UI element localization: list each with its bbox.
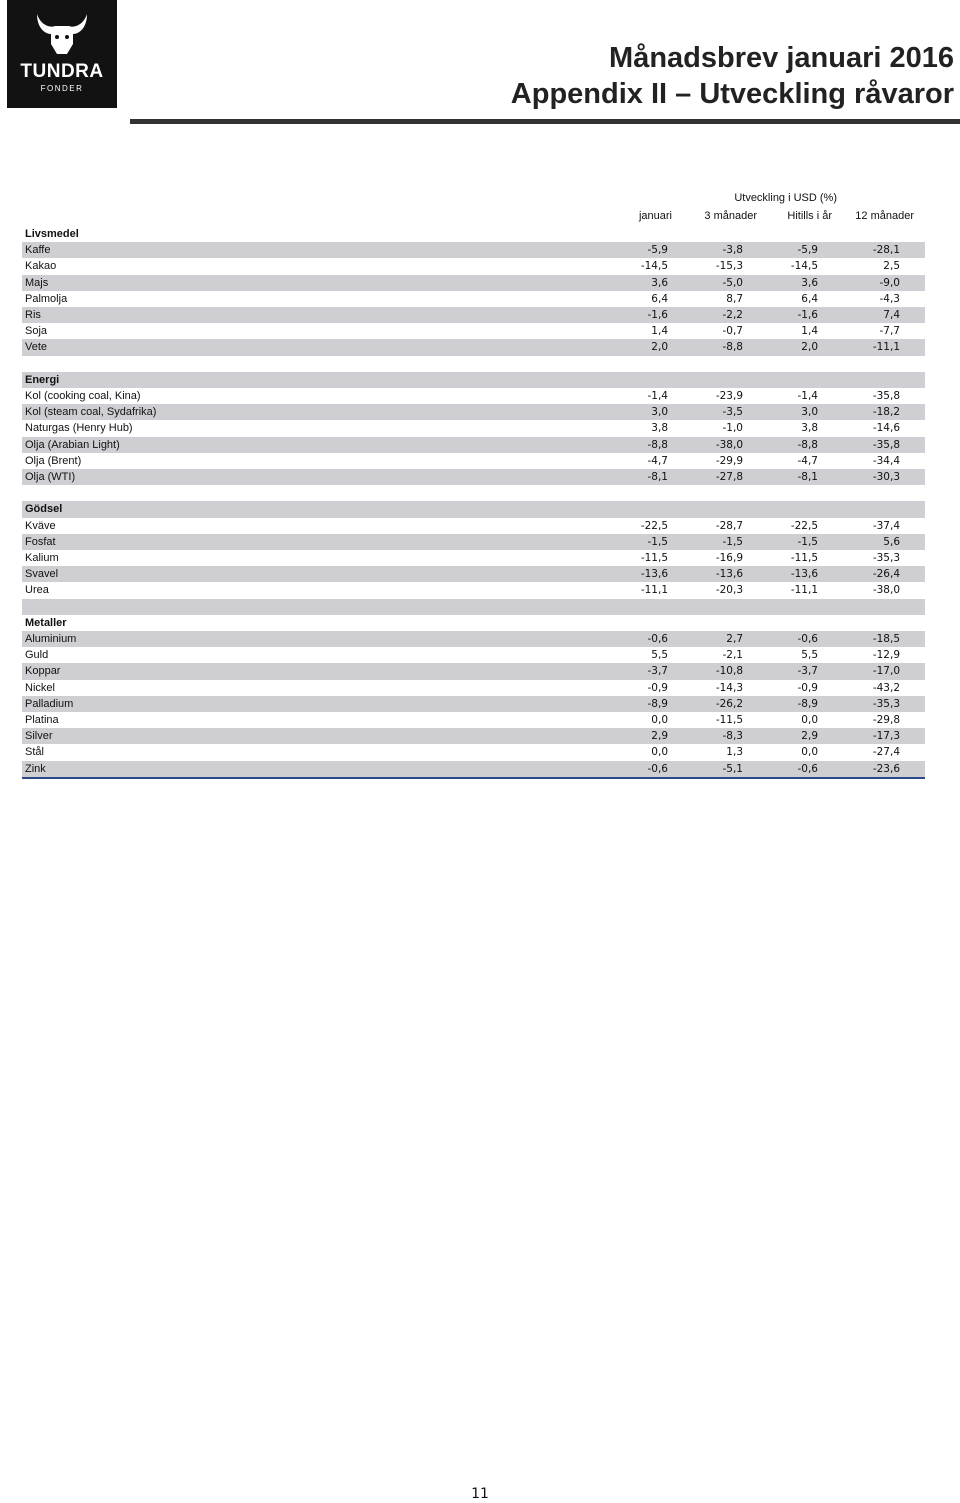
- cell-value: -11,1: [640, 584, 668, 597]
- table-row: [22, 258, 925, 274]
- cell-value: 3,8: [651, 422, 668, 435]
- table-row: [22, 404, 925, 420]
- cell-value: -11,1: [790, 584, 818, 597]
- cell-value: -5,1: [722, 762, 743, 775]
- table-row: [22, 469, 925, 485]
- row-label: Vete: [25, 341, 48, 354]
- row-label: Svavel: [25, 568, 59, 581]
- cell-value: -23,9: [715, 390, 743, 402]
- cell-value: -37,4: [872, 519, 900, 532]
- cell-value: -27,8: [715, 471, 743, 483]
- cell-value: 3,0: [801, 406, 818, 419]
- cell-value: 1,3: [726, 746, 743, 759]
- table-row: [22, 453, 925, 469]
- row-label: Zink: [25, 762, 46, 775]
- cell-value: 2,9: [801, 730, 818, 743]
- table-row: [22, 291, 925, 307]
- cell-value: -4,7: [647, 454, 668, 467]
- section-header-row: [22, 226, 925, 242]
- cell-value: -22,5: [640, 519, 668, 532]
- row-label: Palmolja: [25, 292, 68, 305]
- cell-value: -0,9: [797, 681, 818, 694]
- cell-value: -4,3: [879, 292, 900, 305]
- tundra-logo: [7, 0, 117, 108]
- table-row: [22, 566, 925, 582]
- cell-value: 1,4: [801, 325, 818, 338]
- cell-value: -12,9: [872, 649, 900, 662]
- cell-value: -35,3: [872, 697, 900, 710]
- table-row: [22, 323, 925, 339]
- cell-value: 5,5: [801, 649, 818, 662]
- cell-value: -8,9: [647, 697, 668, 710]
- table-row: [22, 647, 925, 663]
- cell-value: -3,8: [722, 244, 743, 257]
- table-row: [22, 437, 925, 453]
- column-header-hitills-i-ar: Hitills i år: [787, 210, 832, 222]
- row-label: Guld: [25, 649, 49, 662]
- cell-value: -3,7: [647, 665, 668, 678]
- cell-value: 3,0: [651, 406, 668, 419]
- table-group-title: Utveckling i USD (%): [734, 192, 837, 204]
- cell-value: -17,3: [872, 730, 900, 743]
- column-header-3-manader: 3 månader: [704, 210, 757, 222]
- cell-value: -34,4: [872, 454, 900, 467]
- cell-value: -11,1: [872, 341, 900, 354]
- cell-value: -11,5: [790, 552, 818, 564]
- cell-value: 6,4: [801, 292, 818, 305]
- cell-value: -35,8: [872, 390, 900, 402]
- spacer-row: [22, 356, 925, 372]
- cell-value: -18,5: [872, 633, 900, 645]
- table-bottom-rule: [22, 777, 925, 779]
- cell-value: 0,0: [651, 714, 668, 726]
- table-row: [22, 663, 925, 679]
- cell-value: -8,1: [797, 471, 818, 483]
- cell-value: -14,3: [715, 681, 743, 694]
- cell-value: -28,7: [715, 519, 743, 532]
- row-label: Olja (Brent): [25, 454, 82, 467]
- table-row: [22, 728, 925, 744]
- table-row: [22, 761, 925, 777]
- row-label: Aluminium: [25, 633, 77, 645]
- cell-value: -0,6: [797, 762, 818, 775]
- cell-value: -22,5: [790, 519, 818, 532]
- cell-value: 1,4: [651, 325, 668, 338]
- row-label: Nickel: [25, 681, 55, 694]
- cell-value: -10,8: [715, 665, 743, 678]
- cell-value: -8,9: [797, 697, 818, 710]
- cell-value: -23,6: [872, 762, 900, 775]
- cell-value: -1,6: [647, 309, 668, 321]
- table-row: [22, 712, 925, 728]
- row-label: Kakao: [25, 260, 57, 273]
- cell-value: -5,0: [722, 276, 743, 289]
- cell-value: -26,2: [715, 697, 743, 710]
- table-row: [22, 388, 925, 404]
- row-label: Olja (WTI): [25, 471, 76, 483]
- cell-value: -1,4: [797, 390, 818, 402]
- cell-value: -35,8: [872, 438, 900, 451]
- table-row: [22, 307, 925, 323]
- cell-value: 2,0: [801, 341, 818, 354]
- cell-value: -17,0: [872, 665, 900, 678]
- cell-value: -35,3: [872, 552, 900, 564]
- row-label: Ris: [25, 309, 41, 321]
- row-label: Kalium: [25, 552, 59, 564]
- section-label: Energi: [25, 373, 60, 386]
- cell-value: -0,7: [722, 325, 743, 338]
- page-number: 11: [471, 1486, 489, 1502]
- cell-value: 8,7: [726, 292, 743, 305]
- cell-value: -2,2: [722, 309, 743, 321]
- row-label: Olja (Arabian Light): [25, 438, 120, 451]
- cell-value: -11,5: [640, 552, 668, 564]
- cell-value: -38,0: [715, 438, 743, 451]
- cell-value: -14,5: [790, 260, 818, 273]
- cell-value: -5,9: [797, 244, 818, 257]
- row-label: Kväve: [25, 519, 56, 532]
- cell-value: 3,6: [801, 276, 818, 289]
- cell-value: -3,5: [722, 406, 743, 419]
- logo-name: TUNDRA: [20, 61, 104, 82]
- cell-value: -20,3: [715, 584, 743, 597]
- cell-value: -13,6: [640, 568, 668, 581]
- cell-value: -5,9: [647, 244, 668, 257]
- cell-value: -8,8: [722, 341, 743, 354]
- cell-value: -1,0: [722, 422, 743, 435]
- section-header-row: [22, 615, 925, 631]
- cell-value: -8,8: [797, 438, 818, 451]
- cell-value: 0,0: [801, 714, 818, 726]
- cell-value: -8,1: [647, 471, 668, 483]
- section-header-row: [22, 501, 925, 517]
- cell-value: -2,1: [722, 649, 743, 662]
- table-row: [22, 680, 925, 696]
- row-label: Palladium: [25, 697, 74, 710]
- cell-value: -29,9: [715, 454, 743, 467]
- cell-value: 7,4: [883, 309, 900, 321]
- column-header-12-manader: 12 månader: [855, 210, 914, 222]
- cell-value: 0,0: [651, 746, 668, 759]
- row-label: Kol (steam coal, Sydafrika): [25, 406, 157, 419]
- row-label: Kaffe: [25, 244, 51, 257]
- cell-value: -15,3: [715, 260, 743, 273]
- cell-value: -28,1: [872, 244, 900, 257]
- table-row: [22, 534, 925, 550]
- table-row: [22, 339, 925, 355]
- row-label: Naturgas (Henry Hub): [25, 422, 133, 435]
- row-label: Kol (cooking coal, Kina): [25, 390, 141, 402]
- row-label: Koppar: [25, 665, 61, 678]
- cell-value: 2,7: [726, 633, 743, 645]
- table-row: [22, 582, 925, 598]
- cell-value: -1,6: [797, 309, 818, 321]
- cell-value: 5,5: [651, 649, 668, 662]
- cell-value: 2,9: [651, 730, 668, 743]
- cell-value: -8,8: [647, 438, 668, 451]
- row-label: Platina: [25, 714, 59, 726]
- table-row: [22, 420, 925, 436]
- cell-value: 6,4: [651, 292, 668, 305]
- row-label: Majs: [25, 276, 49, 289]
- spacer-row: [22, 599, 925, 615]
- cell-value: -43,2: [872, 681, 900, 694]
- cell-value: -0,6: [647, 762, 668, 775]
- table-row: [22, 550, 925, 566]
- cell-value: -38,0: [872, 584, 900, 597]
- cell-value: -4,7: [797, 454, 818, 467]
- cell-value: 2,0: [651, 341, 668, 354]
- cell-value: -7,7: [879, 325, 900, 338]
- table-row: [22, 744, 925, 760]
- cell-value: -1,5: [647, 535, 668, 548]
- cell-value: -8,3: [722, 730, 743, 743]
- row-label: Soja: [25, 325, 48, 338]
- cell-value: -13,6: [790, 568, 818, 581]
- cell-value: -29,8: [872, 714, 900, 726]
- table-row: [22, 242, 925, 258]
- row-label: Stål: [25, 746, 44, 759]
- cell-value: -14,5: [640, 260, 668, 273]
- cell-value: -27,4: [872, 746, 900, 759]
- row-label: Silver: [25, 730, 53, 743]
- section-header-row: [22, 372, 925, 388]
- cell-value: -30,3: [872, 471, 900, 483]
- cell-value: -0,9: [647, 681, 668, 694]
- table-row: [22, 275, 925, 291]
- cell-value: -0,6: [647, 633, 668, 645]
- spacer-row: [22, 485, 925, 501]
- row-label: Urea: [25, 584, 49, 597]
- page-title: Månadsbrev januari 2016: [609, 42, 954, 74]
- cell-value: 3,8: [801, 422, 818, 435]
- cell-value: -0,6: [797, 633, 818, 645]
- cell-value: -14,6: [872, 422, 900, 435]
- row-label: Fosfat: [25, 535, 56, 548]
- cell-value: 0,0: [801, 746, 818, 759]
- table-row: [22, 518, 925, 534]
- page-subtitle: Appendix II – Utveckling råvaror: [510, 78, 954, 110]
- cell-value: -11,5: [715, 714, 743, 726]
- cell-value: -16,9: [715, 552, 743, 564]
- cell-value: -1,5: [722, 535, 743, 548]
- cell-value: -13,6: [715, 568, 743, 581]
- cell-value: -3,7: [797, 665, 818, 678]
- cell-value: -9,0: [879, 276, 900, 289]
- column-header-januari: januari: [638, 210, 672, 222]
- logo-subtitle: FONDER: [40, 84, 84, 93]
- cell-value: 2,5: [883, 260, 900, 273]
- section-label: Livsmedel: [25, 228, 79, 240]
- table-row: [22, 631, 925, 647]
- cell-value: -1,4: [647, 390, 668, 402]
- section-label: Metaller: [25, 616, 67, 629]
- cell-value: 5,6: [883, 535, 900, 548]
- header-divider: [130, 119, 960, 124]
- cell-value: -18,2: [872, 406, 900, 419]
- table-row: [22, 696, 925, 712]
- cell-value: -26,4: [872, 568, 900, 581]
- cell-value: -1,5: [797, 535, 818, 548]
- cell-value: 3,6: [651, 276, 668, 289]
- section-label: Gödsel: [25, 503, 63, 516]
